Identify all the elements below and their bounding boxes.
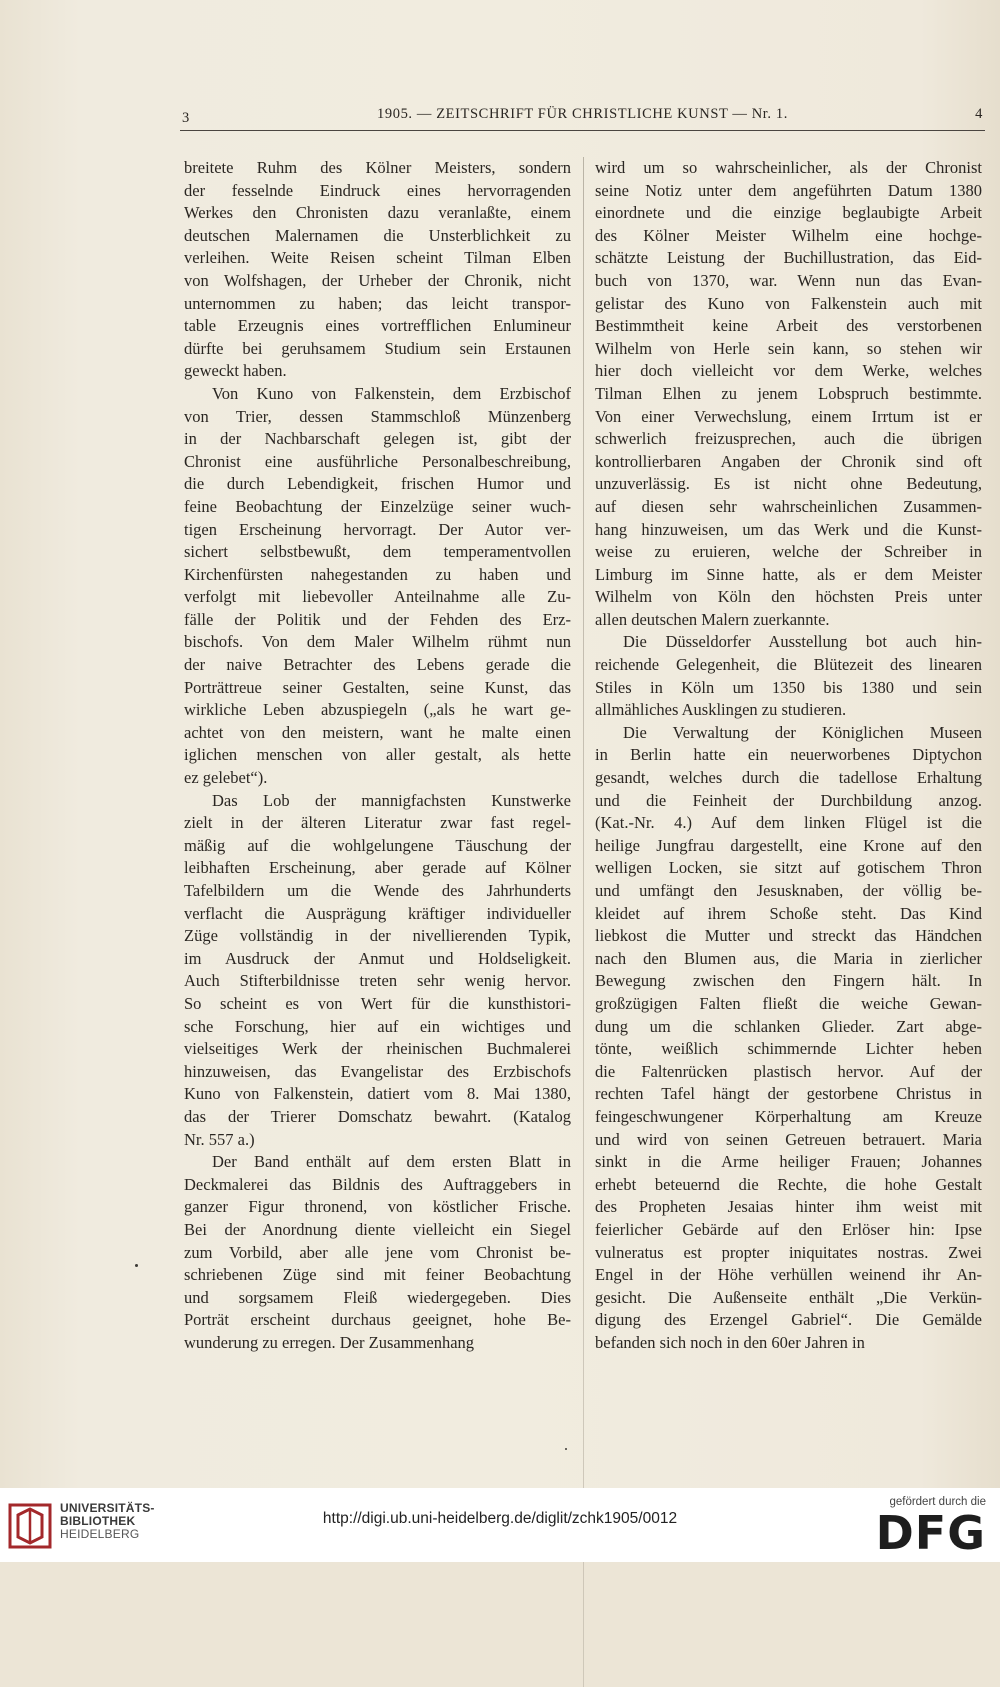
library-name-line2: BIBLIOTHEK [60,1514,136,1528]
text-line: in Berlin hatte ein neuerworbenes Diptychon [595,745,982,765]
journal-title: 1905. — ZEITSCHRIFT FÜR CHRISTLICHE KUNST — Nr. 1. [377,106,788,122]
text-line: und die Feinheit der Durchbildung anzog. [595,790,982,810]
text-line: die Faltenrücken plastisch hervor. Auf der [595,1061,982,1081]
text-line: die durch Lebendigkeit, frischen Humor und [184,474,571,494]
text-line: bischofs. Von dem Maler Wilhelm rühmt nun [184,632,571,652]
running-head [180,106,985,130]
text-line: Bei der Anordnung diente vielleicht ein Siegel [184,1219,571,1239]
text-line: Tafelbildern um die Wende des Jahrhunderts [184,881,571,900]
text-line: schriebenen Züge sind mit feiner Beobachtung [184,1265,571,1285]
permalink-url[interactable]: http://digi.ub.uni-heidelberg.de/diglit/zchk1905/0012 [322,1510,678,1527]
text-line: schwerlich freizusprechen, auch die übrigen [595,429,982,449]
text-line: zielt in der älteren Literatur zwar fast regel- [184,813,571,833]
scan-speck [135,1264,138,1267]
text-line: (Kat.-Nr. 4.) Auf dem linken Flügel ist die [595,813,982,833]
page-number-left: 3 [182,110,190,126]
text-line: geweckt haben. [184,361,287,381]
text-line: und sorgsamem Fleiß wiedergegeben. Dies [184,1287,571,1307]
text-line: Limburg im Sinne hatte, als er dem Meister [595,564,982,584]
right-text-column [595,157,982,1354]
text-line: feingeschwungener Körperhaltung am Kreuze [595,1106,982,1126]
text-line: tönte, weißlich schimmernde Lichter heben [595,1039,982,1059]
header-rule [180,130,985,131]
text-line: Engel in der Höhe verhüllen weinend ihr An- [595,1265,982,1285]
text-line: allen deutschen Malern zuerkannte. [595,609,830,629]
text-line: welligen Locken, sie sitzt auf gotischem Thron [595,858,982,878]
text-line: fälle der Politik und der Fehden des Erz- [184,609,571,629]
text-line: kleidet auf ihrem Schoße steht. Das Kind [595,903,982,923]
text-line: digung des Erzengel Gabriel“. Die Gemälde [595,1310,982,1330]
text-line: heilige Jungfrau dargestellt, eine Krone auf den [595,835,982,855]
text-line: Von Kuno von Falkenstein, dem Erzbischof [212,383,571,403]
text-line: iglichen menschen von aller gestalt, als hette [184,745,571,765]
text-line: Deckmalerei das Bildnis des Auftraggebers in [184,1174,571,1194]
text-line: einordnete und die einzige beglaubigte Arbeit [595,203,982,223]
dfg-logo: DFG [875,1506,986,1560]
text-line: in der Nachbarschaft gelegen ist, gibt der [184,429,571,449]
text-line: Wilhelm von Herle sein kann, so stehen wir [595,338,982,358]
text-line: Züge vollständig in der nivellierenden Typik, [184,926,571,946]
text-line: unzuverlässig. Es ist nicht ohne Bedeutung, [595,474,982,494]
text-line: hier doch vielleicht vor dem Werke, welches [595,361,982,381]
text-line: breitete Ruhm des Kölner Meisters, sondern [184,158,571,177]
text-line: nach den Blumen aus, die Maria in zierlicher [595,948,982,968]
text-line: Das Lob der mannigfachsten Kunstwerke [212,790,571,810]
page-number-right: 4 [975,106,983,122]
text-line: ez gelebet“). [184,768,268,788]
text-line: feine Beobachtung der Einzelzüge seiner wuch- [184,496,571,516]
text-line: befanden sich noch in den 60er Jahren in [595,1332,865,1352]
library-name-line1: UNIVERSITÄTS- [60,1501,155,1515]
text-line: Nr. 557 a.) [184,1129,255,1149]
text-line: Tilman Elhen zu jenem Lobspruch bestimmte. [595,383,982,403]
text-line: und wird von seinen Getreuen betrauert. Maria [595,1129,982,1149]
text-line: Auch Stifterbildnisse treten sehr wenig hervor. [184,971,571,991]
text-line: wird um so wahrscheinlicher, als der Chronist [595,158,982,177]
text-line: Werkes den Chronisten dazu veranlaßte, einem [184,203,571,223]
text-line: Die Düsseldorfer Ausstellung bot auch hin- [623,632,982,652]
text-line: Bewegung zwischen den Fingern hält. In [595,971,982,991]
text-line: wunderung zu erregen. Der Zusammenhang [184,1332,475,1352]
text-line: Bestimmtheit keine Arbeit des verstorbenen [595,316,982,336]
text-line: schätzte Leistung der Buchillustration, das Eid- [595,248,982,268]
text-line: leibhaften Erscheinung, aber gerade auf Kölner [184,858,571,878]
text-line: zum Vorbild, aber alle jene vom Chronist be- [184,1242,571,1262]
text-line: gesandt, welches durch die tadellose Erhaltung [595,768,982,788]
text-line: vulneratus est propter iniquitates nostras. Zwei [595,1242,982,1262]
text-line: im Ausdruck der Anmut und Holdseligkeit. [184,948,571,968]
digitization-footer [0,1488,1000,1562]
text-line: table Erzeugnis eines vortrefflichen Enlumineur [184,316,571,336]
library-name-line3: HEIDELBERG [60,1527,140,1541]
text-line: Kirchenfürsten nahegestanden zu haben und [184,564,571,584]
sponsor-label: gefördert durch die [889,1496,986,1508]
text-line: gesicht. Die Außenseite enthält „Die Verkün- [595,1287,982,1307]
text-line: Die Verwaltung der Königlichen Museen [623,722,982,742]
scan-speck [565,1448,567,1450]
text-line: des Propheten Jesaias hinter ihm weist mit [595,1197,982,1217]
text-line: weise zu eruieren, welche der Schreiber in [595,542,982,562]
text-line: buch von 1370, war. Wenn nun das Evan- [595,270,982,290]
text-line: liebkost die Mutter und streckt das Händchen [595,926,982,946]
text-line: Porträttreue seiner Gestalten, seine Kunst, das [184,677,571,697]
text-line: der fesselnde Eindruck eines hervorragenden [184,180,571,200]
text-line: gelistar des Kuno von Falkenstein auch mit [595,293,982,313]
text-line: wirkliche Leben abzuspiegeln („als he wart ge- [184,700,571,720]
text-line: unternommen zu haben; das leicht transpor- [184,293,571,313]
text-line: tigen Erscheinung hervorragt. Der Autor ver- [184,519,571,539]
text-line: rechten Tafel hängt der gestorbene Christus in [595,1084,982,1104]
text-line: des Kölner Meister Wilhelm eine hochge- [595,225,982,245]
text-line: erhebt beteuernd die Rechte, die hohe Gestalt [595,1174,982,1194]
text-line: vielseitiges Werk der rheinischen Buchmalerei [184,1039,571,1059]
text-line: achtet von den meistern, want he malte einen [184,722,571,742]
text-line: großzügigen Falten fließt die weiche Gewan- [595,993,982,1013]
text-line: mäßig auf die wohlgelungene Täuschung der [184,835,571,855]
column-divider [583,157,584,1687]
text-line: kontrollierbaren Angaben der Chronik sind oft [595,451,982,471]
text-line: dung um die schlanken Glieder. Zart abge- [595,1016,982,1036]
text-line: Der Band enthält auf dem ersten Blatt in [212,1152,571,1172]
text-line: das der Trierer Domschatz bewahrt. (Katalog [184,1106,571,1126]
text-line: deutschen Malernamen die Unsterblichkeit zu [184,225,571,245]
text-line: hang hinzuweisen, um das Werk und die Kunst- [595,519,982,539]
text-line: feierlicher Gebärde auf den Erlöser hin: Ipse [595,1219,982,1239]
left-text-column [184,157,571,1354]
text-line: verleihen. Weite Reisen scheint Tilman Elben [184,248,571,268]
text-line: Chronist eine ausführliche Personalbeschreibung, [184,451,571,471]
text-line: reichende Gelegenheit, die Blütezeit des linearen [595,655,982,675]
text-line: sinkt in die Arme heiliger Frauen; Johannes [595,1152,982,1172]
text-line: verflacht die Ausprägung kräftiger individueller [184,903,571,923]
text-line: dürfte bei geruhsamem Studium sein Erstaunen [184,338,571,358]
text-line: allmähliches Ausklingen zu studieren. [595,700,847,720]
text-line: Wilhelm von Köln den höchsten Preis unter [595,587,982,607]
text-line: Porträt erscheint durchaus geeignet, hohe Be- [184,1310,571,1330]
text-line: Von einer Verwechslung, einem Irrtum ist er [595,406,982,426]
text-line: von Wolfshagen, der Urheber der Chronik, nicht [184,270,571,290]
text-line: sichert selbstbewußt, dem temperamentvollen [184,542,571,562]
text-line: So scheint es von Wert für die kunsthistori- [184,993,571,1013]
text-line: von Trier, dessen Stammschloß Münzenberg [184,406,571,426]
text-line: sche Forschung, hier auf ein wichtiges und [184,1016,571,1036]
sponsor-block [875,1496,986,1560]
text-line: verfolgt mit liebevoller Anteilnahme alle Zu- [184,587,571,607]
text-line: Stiles in Köln um 1350 bis 1380 und sein [595,677,982,697]
text-line: seine Notiz unter dem angeführten Datum 1380 [595,180,982,200]
text-line: auf diesen sehr wahrscheinlichen Zusammen- [595,496,982,516]
text-line: der naive Betrachter des Lebens gerade die [184,655,571,675]
text-line: Kuno von Falkenstein, datiert vom 8. Mai 1380, [184,1084,571,1104]
text-line: hinzuweisen, das Evangelistar des Erzbischofs [184,1061,571,1081]
text-line: ganzer Figur thronend, von köstlicher Frische. [184,1197,571,1217]
text-line: und umfängt den Jesusknaben, der völlig be- [595,881,982,900]
